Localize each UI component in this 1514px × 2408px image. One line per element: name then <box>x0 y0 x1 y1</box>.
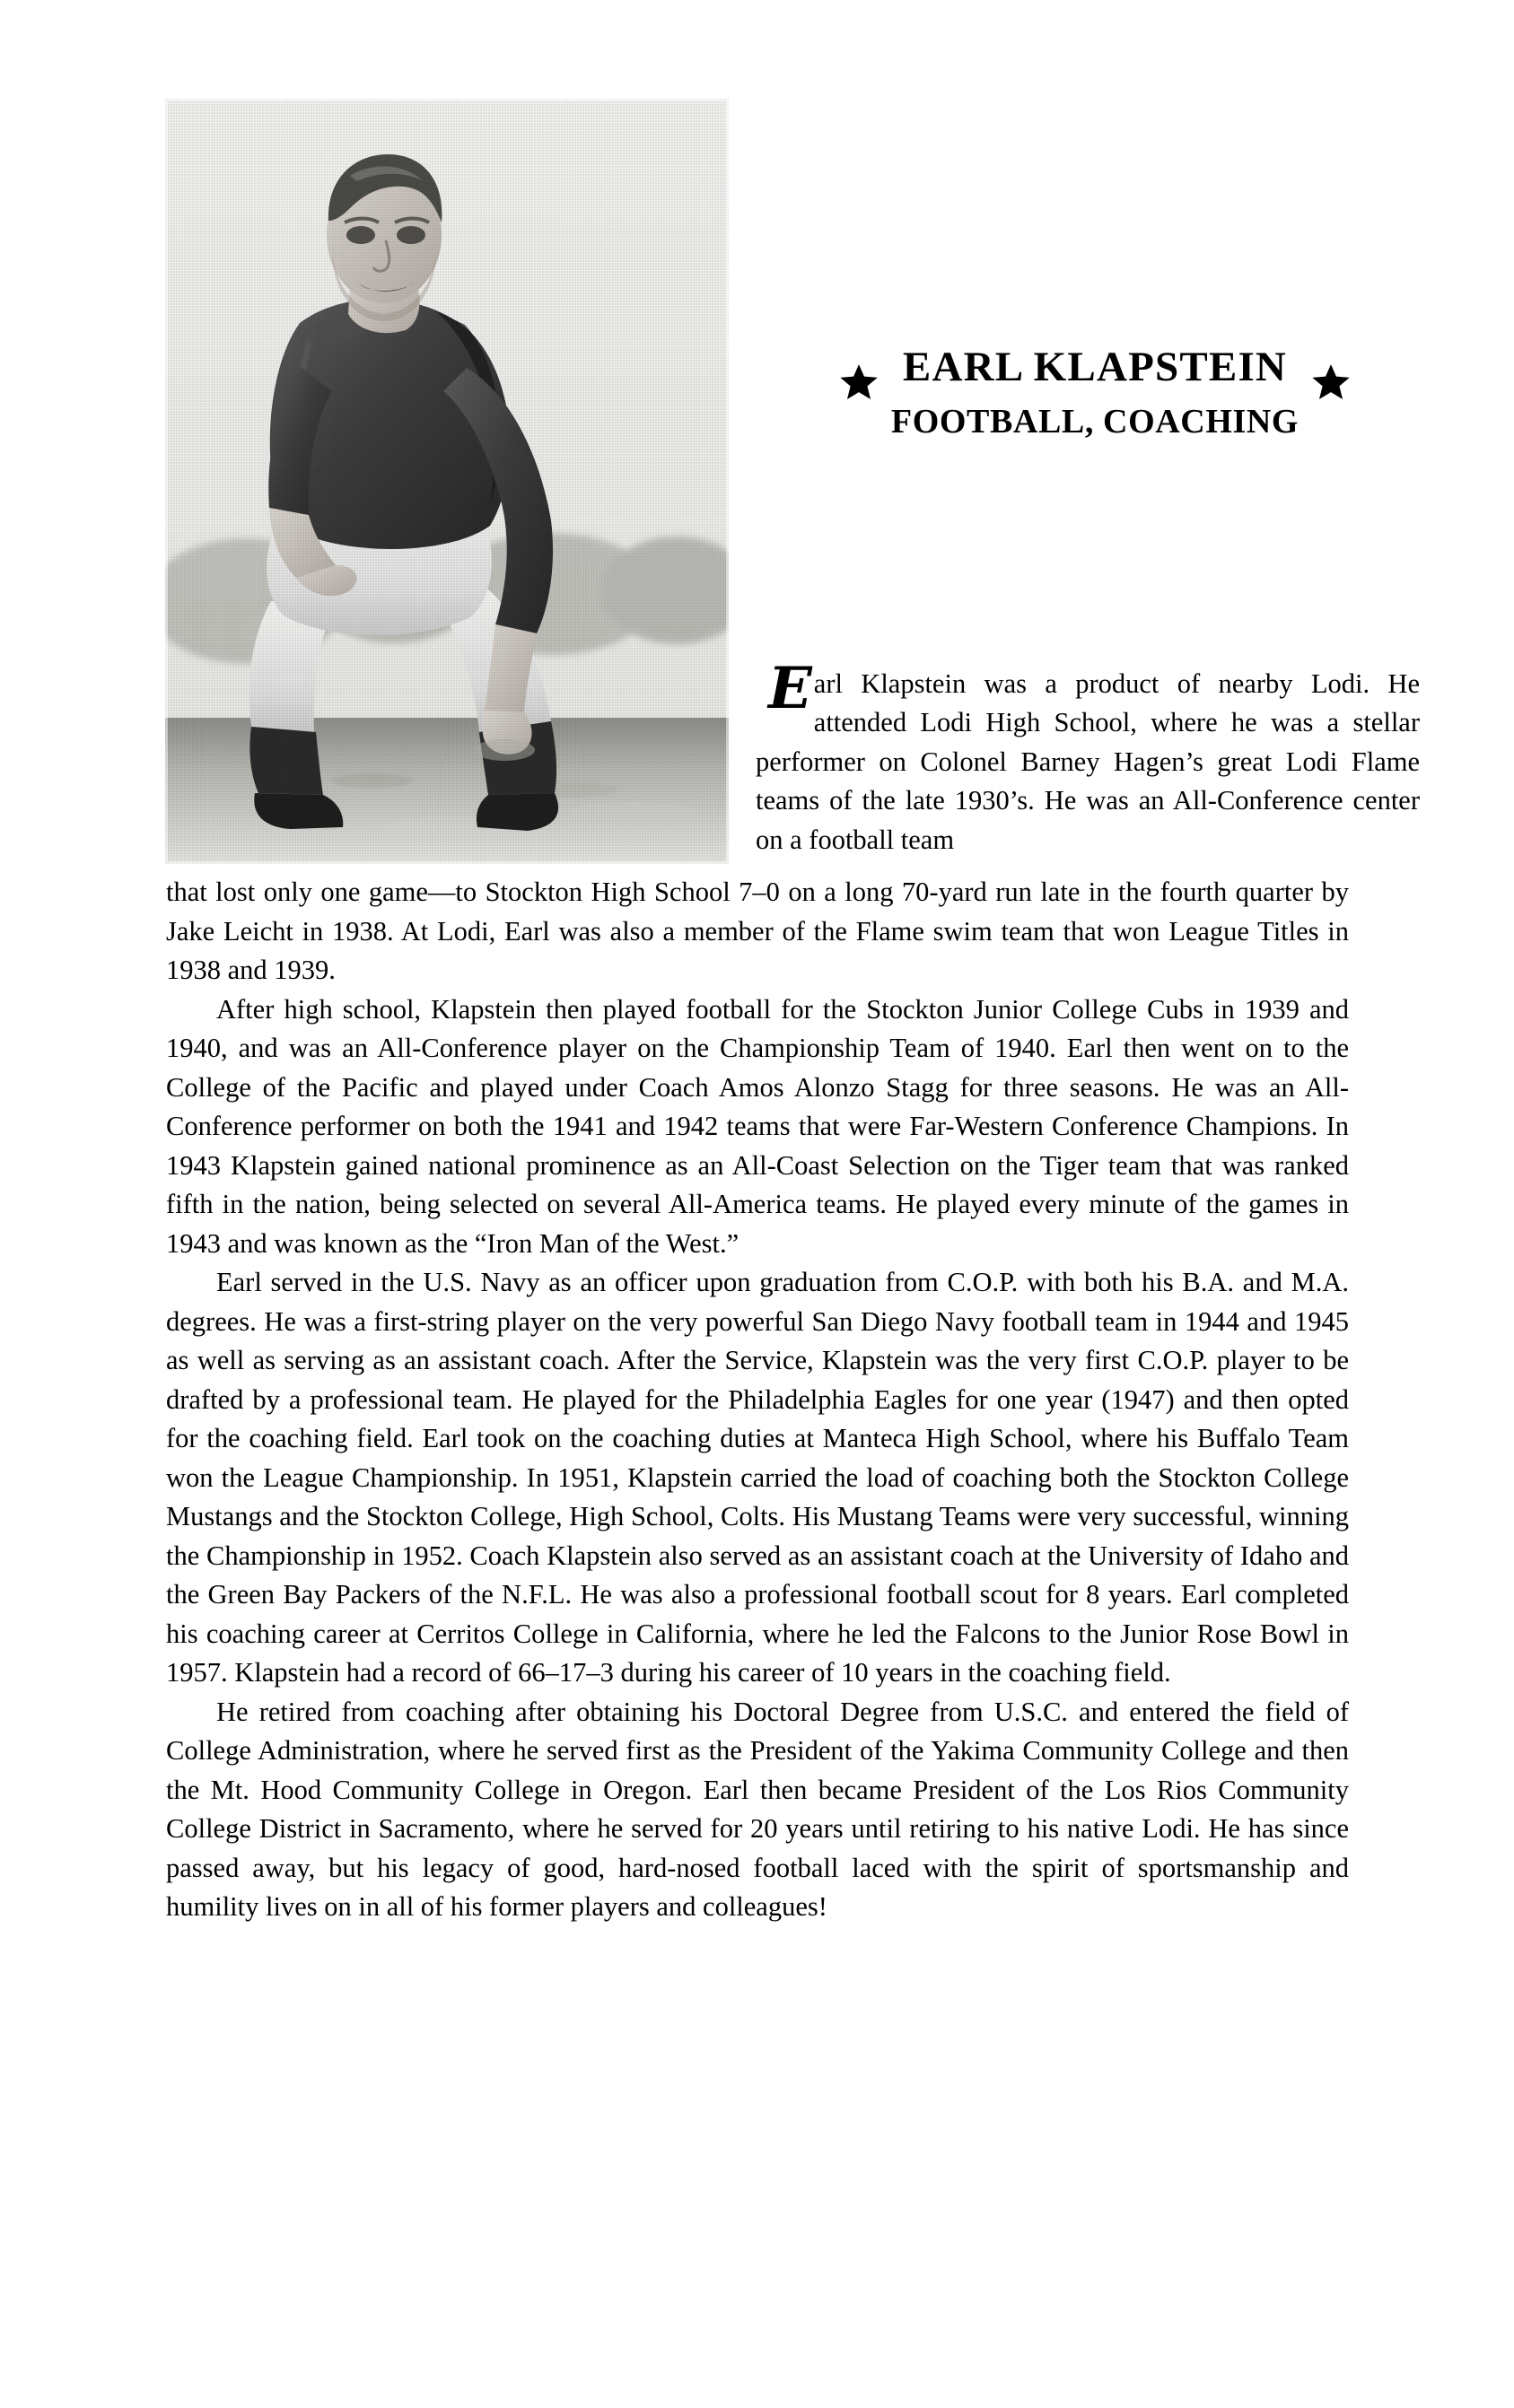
inductee-heading <box>754 345 1436 441</box>
page-title: EARL KLAPSTEIN <box>902 344 1288 390</box>
paragraph-4: He retired from coaching after obtaining his Doctoral Degree from U.S.C. and entered the field of College Administration, where he served first as the President of the Yakima Community College and then the Mt. Hood Community College in Oregon. Earl then became President of the Los Rios Community College District in Sacramento, where he served for 20 years until retiring to his native Lodi. He has since passed away, but his legacy of good, hard-nosed football laced with the spirit of sportsmanship and humility lives on in all of his former players and colleagues! <box>166 1696 1349 1922</box>
intro-text: arl Klapstein was a product of nearby Lodi. He attended Lodi High School, where he was a stellar performer on Colonel Barney Hagen’s great Lodi Flame teams of the late 1930’s. He was an All-Conference center on a football team <box>756 667 1420 855</box>
athlete-photograph <box>165 99 729 864</box>
paragraph-1-continued: that lost only one game—to Stockton High School 7–0 on a long 70-yard run late in the fourth quarter by Jake Leicht in 1938. At Lodi, Earl was also a member of the Flame swim team that won League Titles in 1938 and 1939. <box>166 877 1349 985</box>
heading-name-row <box>754 345 1436 391</box>
intro-paragraph <box>756 654 1420 860</box>
star-icon-left <box>838 362 880 403</box>
drop-cap: E <box>768 654 812 722</box>
body-column <box>166 873 1349 1927</box>
paragraph-2: After high school, Klapstein then played football for the Stockton Junior College Cubs in 1939 and 1940, and was an All-Conference player on the Championship Team of 1940. Earl then went on to the College of the Pacific and played under Coach Amos Alonzo Stagg for three seasons. He was an All-Conference performer on both the 1941 and 1942 teams that were Far-Western Conference Champions. In 1943 Klapstein gained national prominence as an All-Coast Selection on the Tiger team that was ranked fifth in the nation, being selected on several All-America teams. He played every minute of the games in 1943 and was known as the “Iron Man of the West.” <box>166 993 1349 1259</box>
photograph-image <box>165 99 729 864</box>
paragraph-3: Earl served in the U.S. Navy as an officer upon graduation from C.O.P. with both his B.A. and M.A. degrees. He was a first-string player on the very powerful San Diego Navy football team in 1944 and 1945 as well as serving as an assistant coach. After the Service, Klapstein was the very first C.O.P. player to be drafted by a professional team. He played for the Philadelphia Eagles for one year (1947) and then opted for the coaching field. Earl took on the coaching duties at Manteca High School, where his Buffalo Team won the League Championship. In 1951, Klapstein carried the load of coaching both the Stockton College Mustangs and the Stockton College, High School, Colts. His Mustang Teams were very successful, winning the Championship in 1952. Coach Klapstein also served as an assistant coach at the University of Idaho and the Green Bay Packers of the N.F.L. He was also a professional football scout for 8 years. Earl completed his coaching career at Cerritos College in California, where he led the Falcons to the Junior Rose Bowl in 1957. Klapstein had a record of 66–17–3 during his career of 10 years in the coaching field. <box>166 1267 1349 1688</box>
star-icon-right <box>1310 362 1352 403</box>
page-subtitle: FOOTBALL, COACHING <box>890 402 1300 441</box>
intro-column <box>756 637 1420 887</box>
